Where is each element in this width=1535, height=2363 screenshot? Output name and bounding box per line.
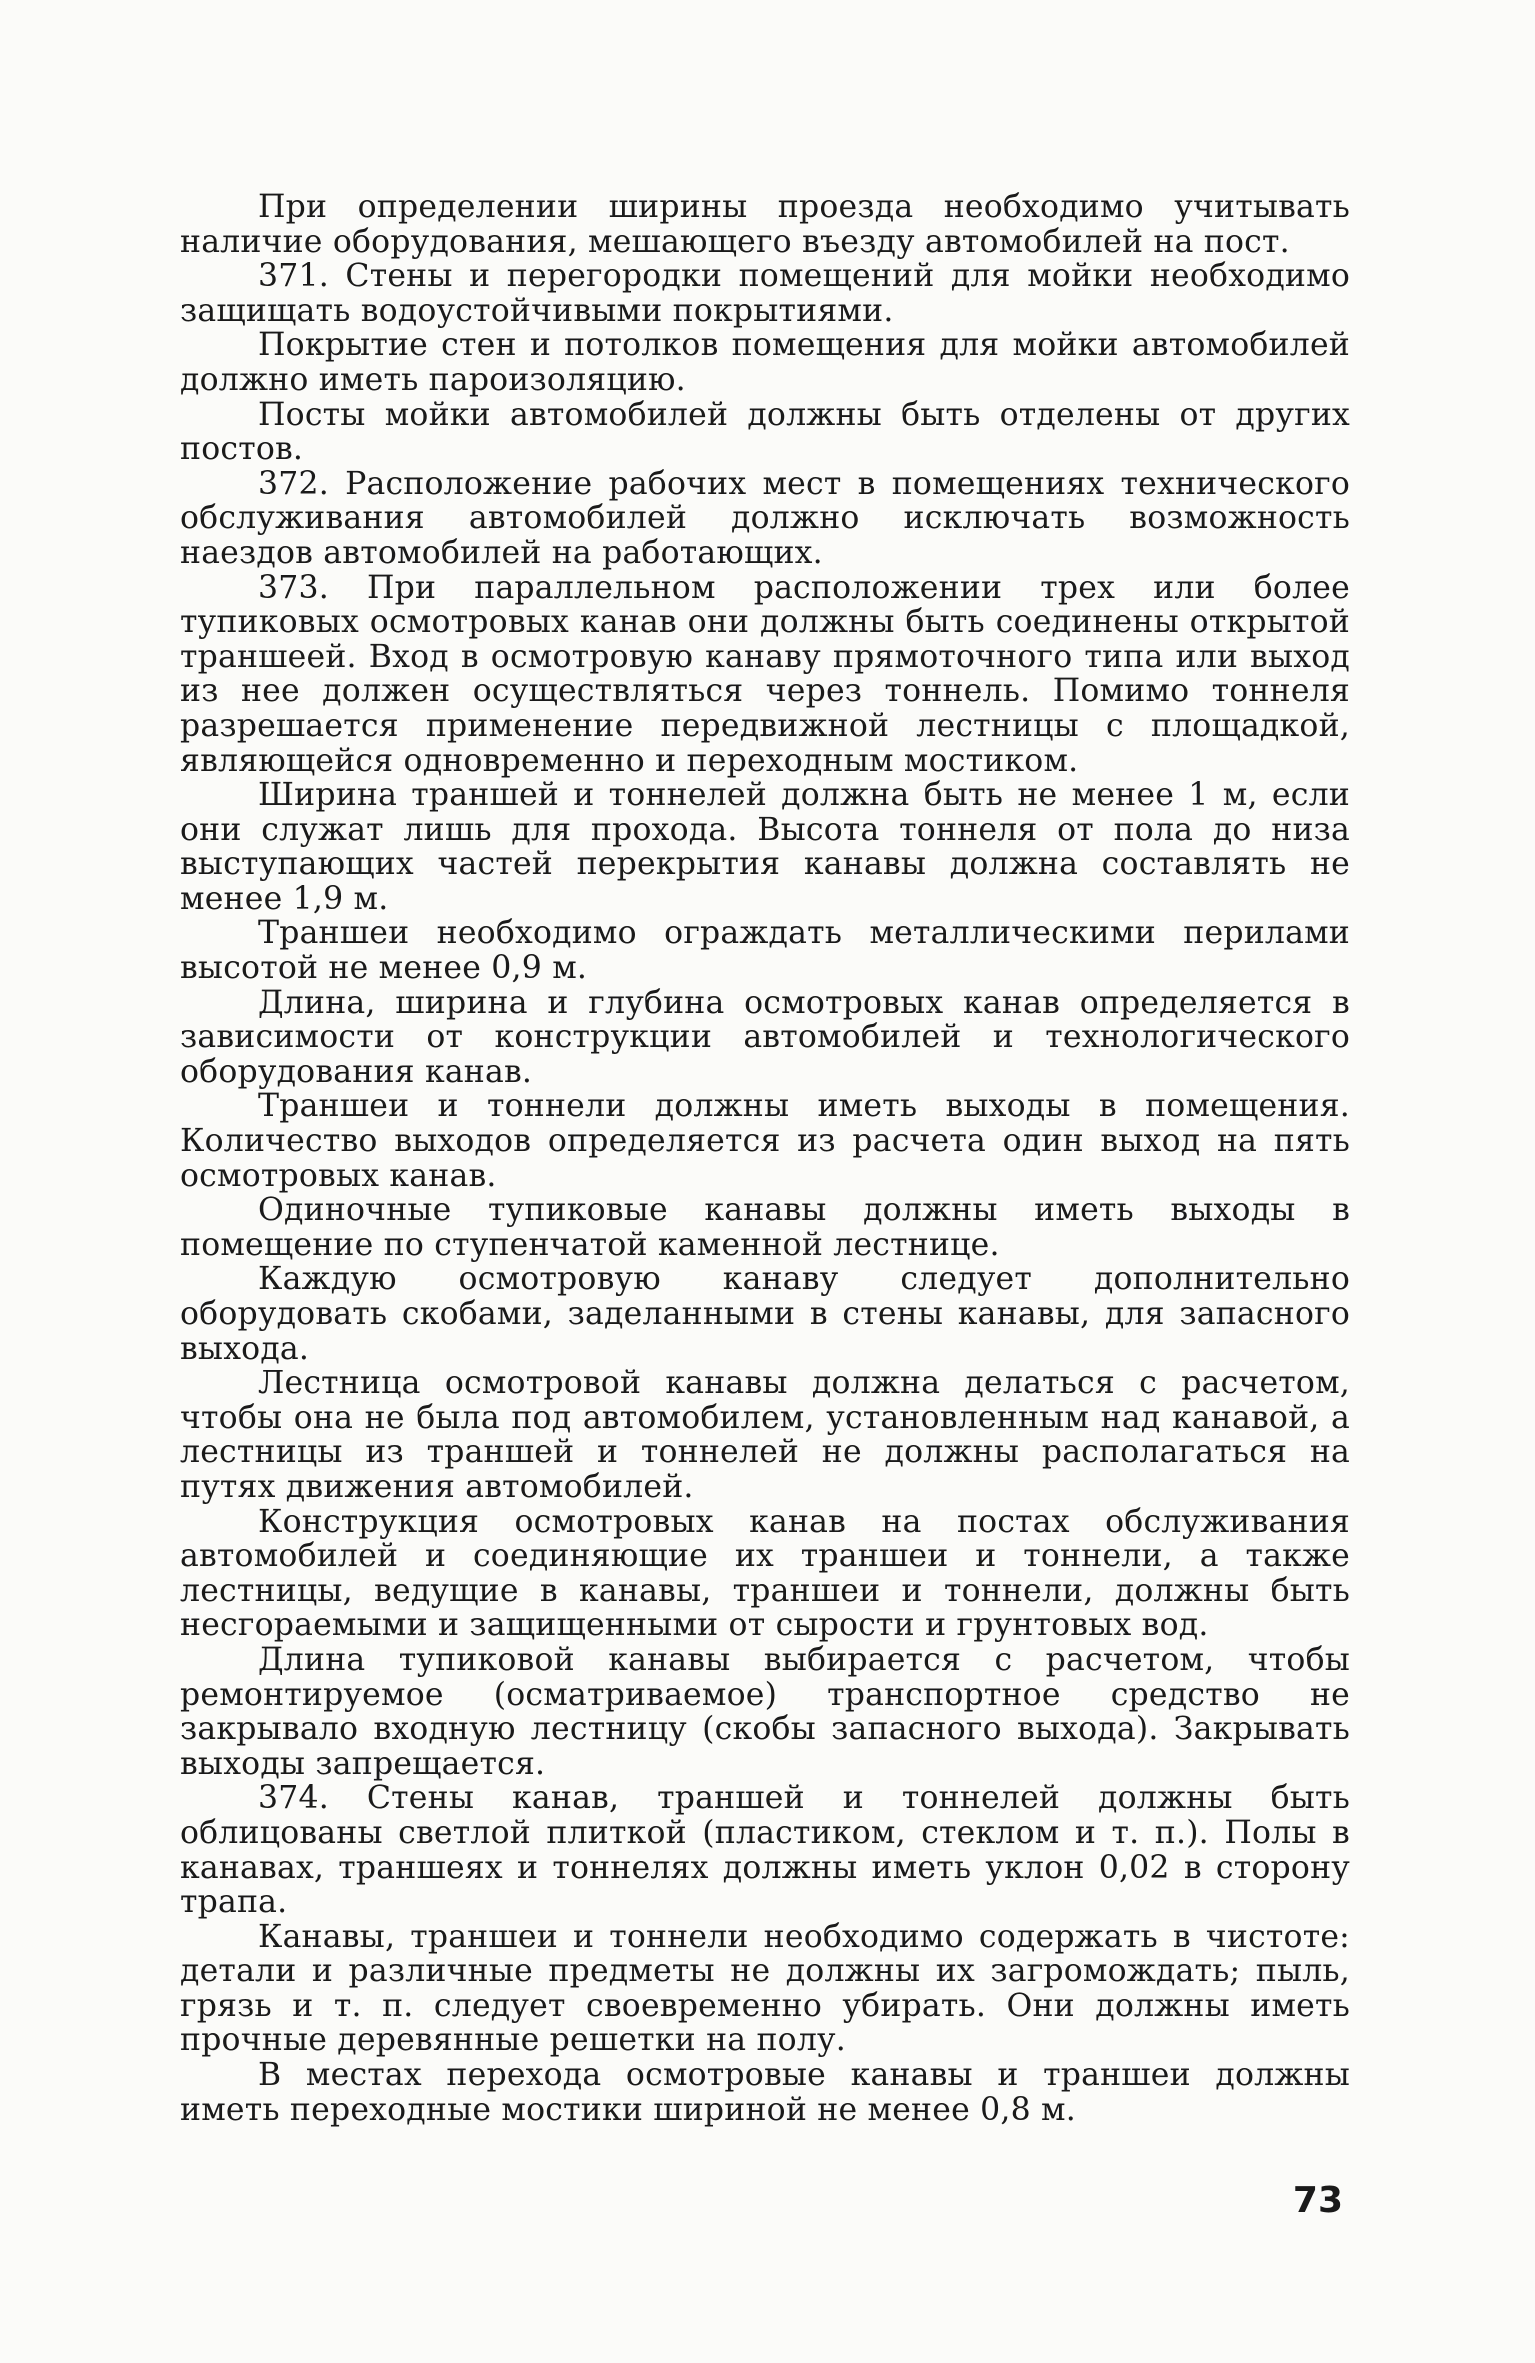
paragraph: Канавы, траншеи и тоннели необходимо содержать в чистоте: детали и различные предметы не должны их загромождать; пыль, грязь и т. п. следует своевременно убирать. Они должны иметь прочные деревянные решетки на полу. <box>180 1918 1350 2059</box>
paragraph: 373. При параллельном расположении трех или более тупиковых осмотровых канав они должны быть соединены открытой траншеей. Вход в осмотровую канаву прямоточного типа или выход из нее должен осуществляться через тоннель. Помимо тоннеля разрешается применение передвижной лестницы с площадкой, являющейся одновременно и переходным мостиком. <box>180 569 1350 779</box>
paragraph: Посты мойки автомобилей должны быть отделены от других постов. <box>180 396 1350 468</box>
paragraph: Длина, ширина и глубина осмотровых канав определяется в зависимости от конструкции автомобилей и технологического оборудования канав. <box>180 984 1350 1090</box>
paragraph: В местах перехода осмотровые канавы и траншеи должны иметь переходные мостики шириной не менее 0,8 м. <box>180 2057 1350 2128</box>
paragraph: Одиночные тупиковые канавы должны иметь выходы в помещение по ступенчатой каменной лестнице. <box>180 1192 1350 1263</box>
paragraph: Лестница осмотровой канавы должна делаться с расчетом, чтобы она не была под автомобилем, установленным над канавой, а лестницы из траншей и тоннелей не должны располагаться на путях движения автомобилей. <box>180 1365 1350 1505</box>
paragraph: Длина тупиковой канавы выбирается с расчетом, чтобы ремонтируемое (осматриваемое) транспортное средство не закрывало входную лестницу (скобы запасного выхода). Закрывать выходы запрещается. <box>180 1641 1350 1782</box>
paragraph: Конструкция осмотровых канав на постах обслуживания автомобилей и соединяющие их траншеи и тоннели, а также лестницы, ведущие в канавы, траншеи и тоннели, должны быть несгораемыми и защищенными от сырости и грунтовых вод. <box>180 1503 1350 1644</box>
paragraph: Покрытие стен и потолков помещения для мойки автомобилей должно иметь пароизоляцию. <box>180 327 1350 398</box>
paragraph: Траншеи и тоннели должны иметь выходы в помещения. Количество выходов определяется из расчета один выход на пять осмотровых канав. <box>180 1088 1350 1194</box>
paragraph: Ширина траншей и тоннелей должна быть не менее 1 м, если они служат лишь для прохода. Высота тоннеля от пола до низа выступающих частей перекрытия канавы должна составлять не менее 1,9 м. <box>180 777 1350 917</box>
paragraph: Каждую осмотровую канаву следует дополнительно оборудовать скобами, заделанными в стены канавы, для запасного выхода. <box>180 1261 1350 1367</box>
paragraph: 371. Стены и перегородки помещений для мойки необходимо защищать водоустойчивыми покрытиями. <box>180 258 1350 329</box>
paragraph: При определении ширины проезда необходимо учитывать наличие оборудования, мешающего въезду автомобилей на пост. <box>180 189 1350 260</box>
body-text <box>180 190 1350 2127</box>
paragraph: 372. Расположение рабочих мест в помещениях технического обслуживания автомобилей должно исключать возможность наездов автомобилей на работающих. <box>180 465 1350 571</box>
page-number: 73 <box>1292 2180 1343 2221</box>
paragraph: Траншеи необходимо ограждать металлическими перилами высотой не менее 0,9 м. <box>180 915 1350 987</box>
paragraph: 374. Стены канав, траншей и тоннелей должны быть облицованы светлой плиткой (пластиком, стеклом и т. п.). Полы в канавах, траншеях и тоннелях должны иметь уклон 0,02 в сторону трапа. <box>180 1780 1350 1921</box>
